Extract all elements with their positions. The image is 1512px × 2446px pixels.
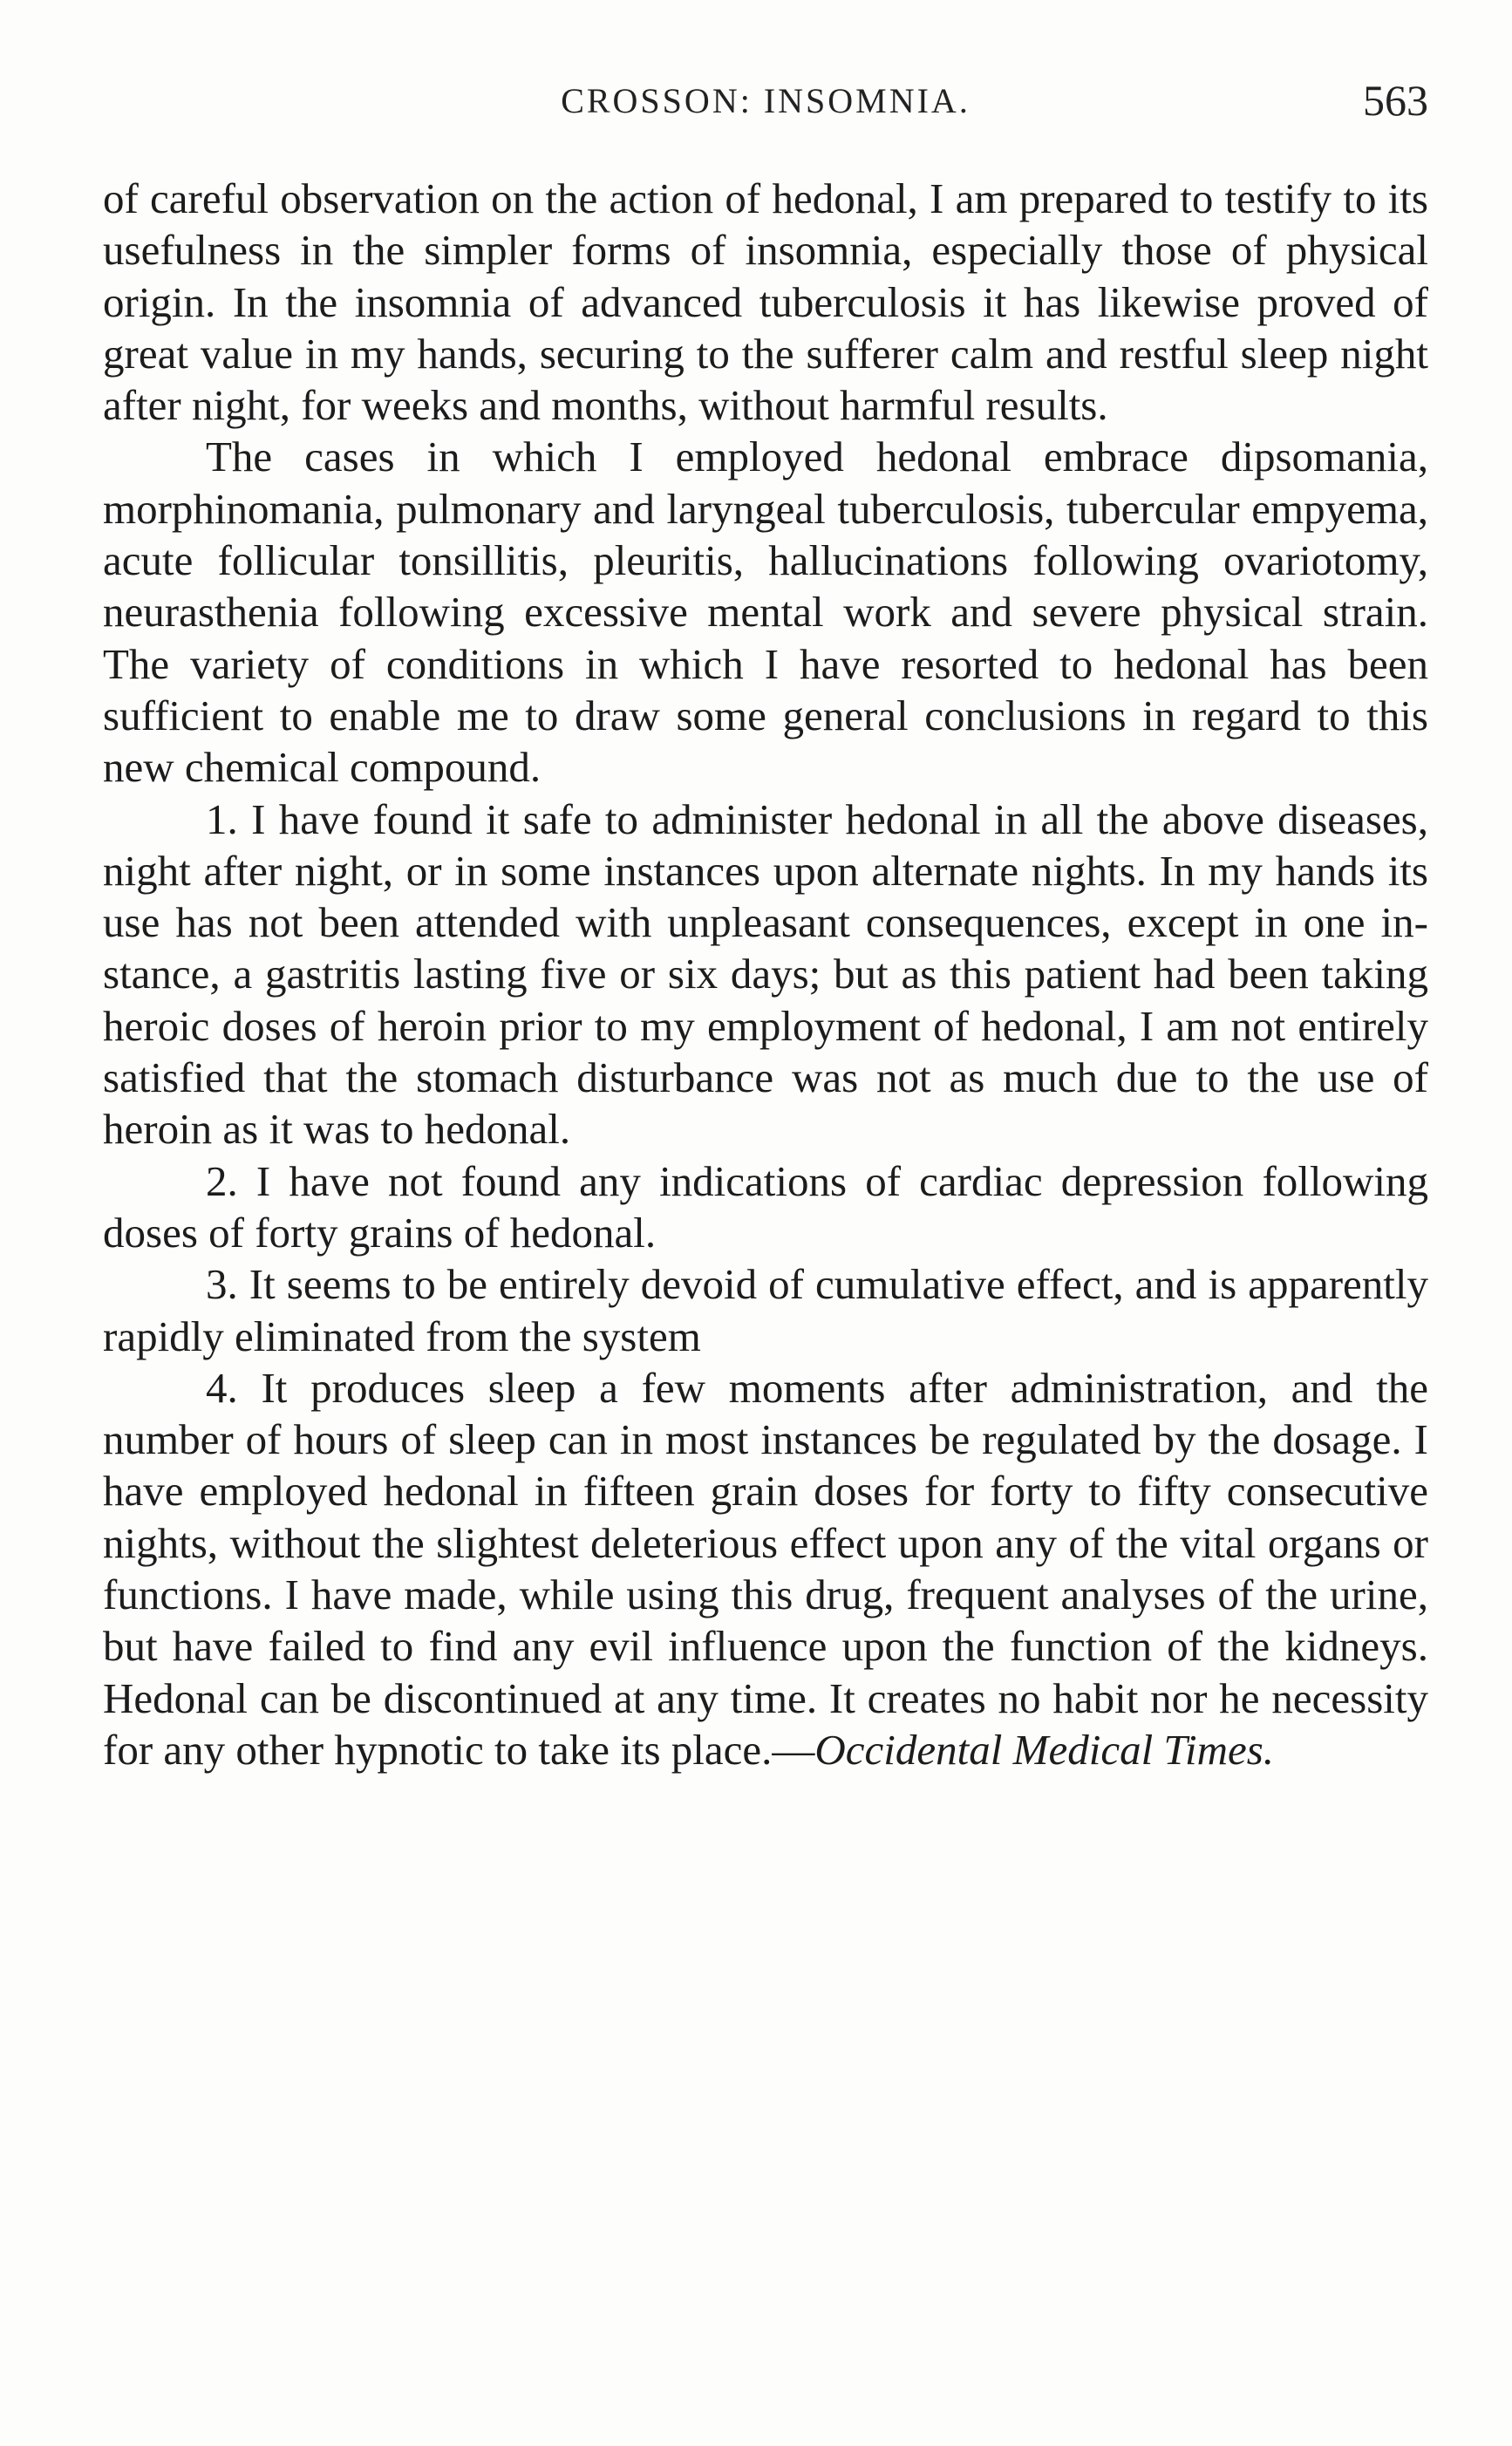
running-head (103, 76, 1428, 141)
paragraph-conclusion-4-text: 4. It produces sleep a few moments after administration, and the number of hours of sleep can in most instances be regulated by the dosage. I have employed hedonal in fifteen grain doses for forty to fifty consecutive nights, without the slightest deleterious effect upon any of the vital organs or functions. I have made, while using this drug, frequent analyses of the urine, but have failed to find any evil influence upon the function of the kidneys. Hedonal can be discontinued at any time. It creates no habit nor he necessity for any other hypnotic to take its place.— (103, 1363, 1428, 1774)
paragraph-conclusion-3: 3. It seems to be entirely devoid of cumulative effect, and is apparently rapidly eliminated from the system (103, 1260, 1428, 1360)
paragraph-conclusion-1: 1. I have found it safe to administer hedonal in all the above diseases, night after night, or in some instances upon alternate nights. In my hands its use has not been attended with unpleasant consequences, except in one instance, a gastritis lasting five or six days; but as this patient had been taking heroic doses of heroin prior to my employment of hedonal, I am not entirely satisfied that the stomach disturbance was not as much due to the use of heroin as it was to hedonal. (103, 794, 1428, 1154)
page-number: 563 (1363, 76, 1428, 125)
paragraph-conclusion-2: 2. I have not found any indications of cardiac depression following doses of forty grains of hedonal. (103, 1156, 1428, 1257)
source-citation: Occidental Medical Times. (814, 1725, 1275, 1774)
article-body (103, 173, 1428, 1775)
paragraph-cases: The cases in which I employed hedonal embrace dipsomania, morphinomania, pulmonary and laryngeal tuberculosis, tubercular empyema, acute follicular tonsillitis, pleuritis, hallucinations following ovariotomy, neurasthenia following excessive mental work and severe physical strain. The variety of conditions in which I have resorted to hedonal has been sufficient to enable me to draw some general conclusions in regard to this new chemical compound. (103, 433, 1428, 792)
running-title: CROSSON: INSOMNIA. (561, 81, 971, 120)
paragraph-intro: of careful observation on the action of hedonal, I am prepared to testify to its usefulness in the simpler forms of insomnia, especially those of physical origin. In the insomnia of advanced tuberculosis it has likewise proved of great value in my hands, securing to the sufferer calm and restful sleep night after night, for weeks and months, without harmful results. (103, 174, 1428, 430)
paragraph-conclusion-4 (103, 1362, 1428, 1775)
